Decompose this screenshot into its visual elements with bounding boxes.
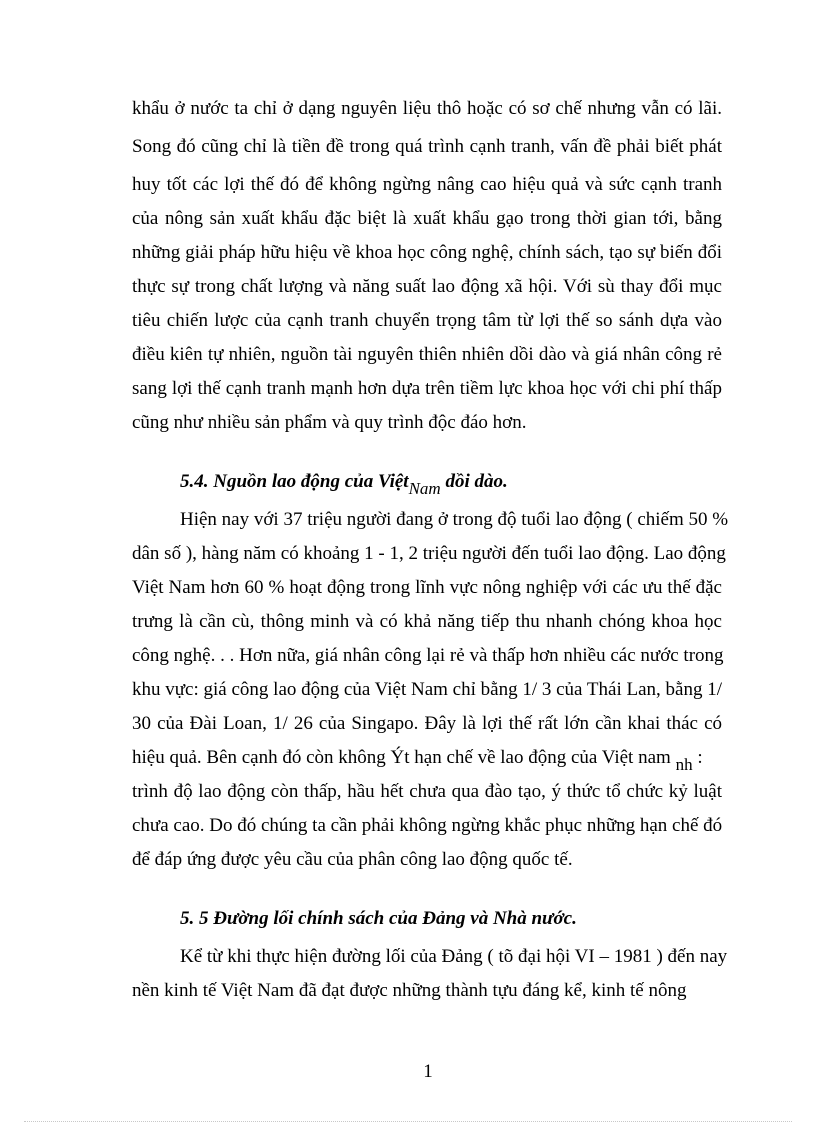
paragraph-line: Hiện nay với 37 triệu người đang ở trong độ tuổi lao động ( chiếm 50 %: [180, 509, 729, 530]
paragraph-line: của nông sản xuất khẩu đặc biệt là xuất khẩu gạo trong thời gian tới, bằng: [132, 208, 722, 229]
section-heading-5-5: 5. 5 Đường lối chính sách của Đảng và Nhà nước.: [180, 908, 577, 929]
line-text: :: [692, 747, 703, 768]
paragraph-line: dân số ), hàng năm có khoảng 1 - 1, 2 triệu người đến tuổi lao động. Lao động: [132, 543, 726, 564]
line-subscript: nh: [675, 755, 693, 774]
page-bottom-divider: [24, 1121, 792, 1122]
paragraph-line: cũng như nhiều sản phẩm và quy trình độc đáo hơn.: [132, 412, 527, 433]
paragraph-line: huy tốt các lợi thế đó để không ngừng nâng cao hiệu quả và sức cạnh tranh: [132, 174, 722, 195]
paragraph-line: trưng là cần cù, thông minh và có khả năng tiếp thu nhanh chóng khoa học: [132, 611, 722, 632]
heading-subscript: Nam: [408, 479, 441, 498]
section-heading-5-4: [180, 470, 508, 498]
paragraph-line: Kể từ khi thực hiện đường lối của Đảng ( tõ đại hội VI – 1981 ) đến nay: [180, 946, 728, 967]
paragraph-line: khu vực: giá công lao động của Việt Nam chỉ bằng 1/ 3 của Thái Lan, bằng 1/: [132, 679, 722, 700]
paragraph-line: Song đó cũng chỉ là tiền đề trong quá trình cạnh tranh, vấn đề phải biết phát: [132, 136, 722, 157]
paragraph-line: điều kiên tự nhiên, nguồn tài nguyên thiên nhiên dồi dào và giá nhân công rẻ: [132, 344, 722, 365]
line-text: hiệu quả. Bên cạnh đó còn không Ýt hạn chế về lao động của Việt nam: [132, 747, 671, 768]
paragraph-line: nền kinh tế Việt Nam đã đạt được những thành tựu đáng kể, kinh tế nông: [132, 980, 687, 1001]
paragraph-line: tiêu chiến lược của cạnh tranh chuyển trọng tâm từ lợi thế so sánh dựa vào: [132, 310, 722, 331]
paragraph-line: chưa cao. Do đó chúng ta cần phải không ngừng khắc phục những hạn chế đó: [132, 815, 723, 836]
heading-text: 5.4. Nguồn lao động của Việt: [180, 471, 409, 492]
paragraph-line: công nghệ. . . Hơn nữa, giá nhân công lại rẻ và thấp hơn nhiều các nước trong: [132, 645, 724, 666]
paragraph-line: 30 của Đài Loan, 1/ 26 của Singapo. Đây là lợi thế rất lớn cần khai thác có: [132, 713, 722, 734]
paragraph-line: trình độ lao động còn thấp, hầu hết chưa qua đào tạo, ý thức tổ chức kỷ luật: [132, 781, 722, 802]
paragraph-line: sang lợi thế cạnh tranh mạnh hơn dựa trên tiềm lực khoa học với chi phí thấp: [132, 378, 722, 399]
paragraph-line: [132, 746, 703, 774]
paragraph-line: thực sự trong chất lượng và năng suất lao động xã hội. Với sù thay đổi mục: [132, 276, 722, 297]
paragraph-line: để đáp ứng được yêu cầu của phân công lao động quốc tế.: [132, 849, 573, 870]
heading-text: dồi dào.: [440, 471, 508, 492]
paragraph-line: khẩu ở nước ta chỉ ở dạng nguyên liệu thô hoặc có sơ chế nhưng vẫn có lãi.: [132, 98, 722, 119]
page-number: 1: [423, 1061, 433, 1082]
paragraph-line: những giải pháp hữu hiệu về khoa học công nghệ, chính sách, tạo sự biến đổi: [132, 242, 722, 263]
paragraph-line: Việt Nam hơn 60 % hoạt động trong lĩnh vực nông nghiệp với các ưu thế đặc: [132, 577, 722, 598]
